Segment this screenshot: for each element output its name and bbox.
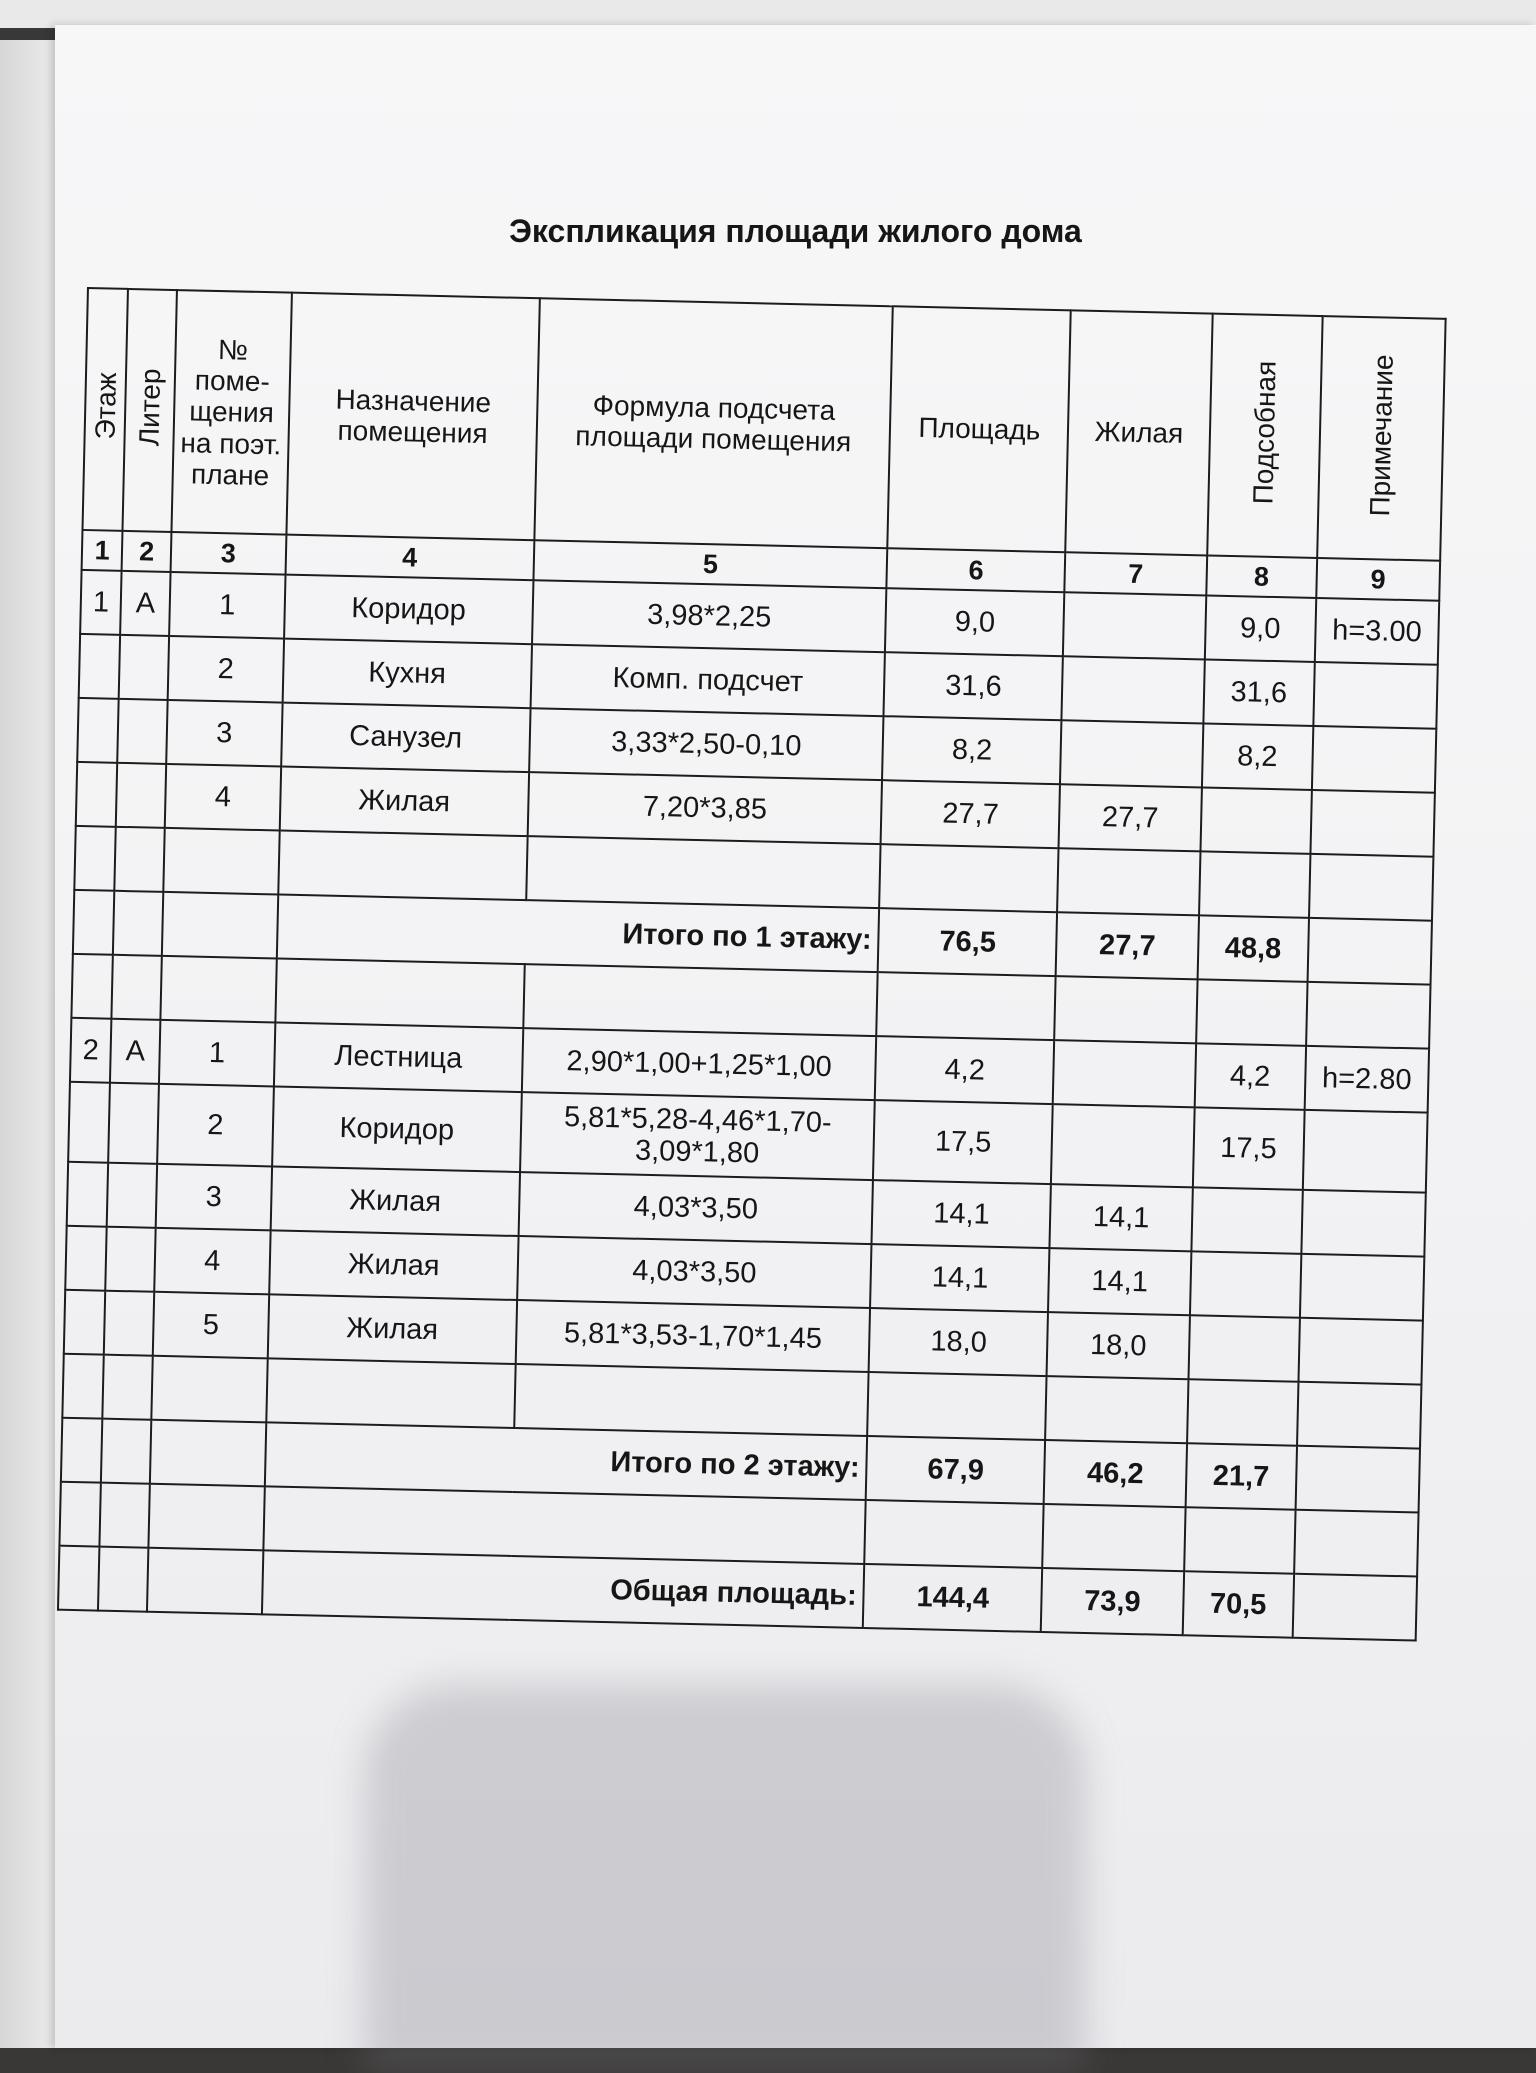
cell-note: h=3.00 (1315, 598, 1440, 665)
empty-cell (278, 831, 528, 901)
empty-cell (71, 954, 113, 1019)
cell-purpose: Жилая (270, 1166, 520, 1236)
document-page (55, 25, 1536, 2048)
cell-living (1051, 1104, 1194, 1187)
cell-note (1301, 1190, 1426, 1257)
document-title: Экспликация площади жилого дома (509, 213, 1082, 249)
cell-note (1312, 726, 1437, 793)
cell-formula: 3,33*2,50-0,10 (529, 708, 884, 780)
cell-room-no: 1 (169, 572, 285, 639)
empty-cell (1309, 854, 1434, 921)
header-note-label: Примечание (1363, 353, 1399, 517)
empty-cell (74, 826, 116, 891)
cell-note (1300, 1254, 1425, 1321)
hand-shadow (365, 1685, 1085, 2073)
cell-formula: Комп. подсчет (530, 644, 885, 716)
cell-purpose: Жилая (269, 1230, 519, 1300)
cell-aux (1191, 1187, 1303, 1253)
cell-room-no: 3 (156, 1164, 272, 1231)
empty-cell (867, 1372, 1047, 1440)
column-number: 3 (171, 532, 286, 575)
cell-area: 27,7 (881, 780, 1061, 848)
cell-aux (1188, 1315, 1300, 1381)
header-row (82, 288, 1445, 561)
empty-cell (1295, 1446, 1420, 1513)
empty-cell (161, 956, 277, 1023)
empty-cell (1055, 976, 1198, 1043)
empty-cell (163, 828, 279, 895)
header-liter-label: Литер (133, 368, 167, 447)
cell-area: 31,6 (884, 652, 1064, 720)
header-living: Жилая (1066, 310, 1213, 555)
cell-purpose: Лестница (274, 1022, 524, 1092)
header-room-no: № поме-щения на поэт. плане (172, 290, 292, 535)
cell-room-no: 1 (159, 1020, 275, 1087)
header-liter (123, 289, 177, 532)
cell-formula: 4,03*3,50 (519, 1172, 874, 1244)
column-number: 5 (533, 540, 887, 588)
cell-purpose: Кухня (282, 639, 532, 709)
grand-total-label: Общая площадь: (262, 1550, 865, 1628)
cell-note (1303, 1110, 1428, 1193)
cell-living: 18,0 (1047, 1312, 1190, 1379)
column-number: 8 (1206, 555, 1317, 597)
cell-room-no: 2 (168, 636, 284, 703)
cell-area: 14,1 (870, 1244, 1050, 1312)
empty-cell (100, 1483, 150, 1548)
header-formula: Формула подсчета площади помещения (534, 298, 893, 548)
cell-formula: 5,81*5,28-4,46*1,70-3,09*1,80 (520, 1092, 875, 1180)
cell-living (1053, 1040, 1196, 1107)
empty-cell (147, 1548, 263, 1615)
header-purpose: Назначение помещения (286, 293, 540, 541)
empty-cell (62, 1354, 104, 1419)
cell-area: 8,2 (882, 716, 1062, 784)
empty-cell (1058, 848, 1201, 915)
cell-area: 9,0 (885, 588, 1065, 656)
empty-cell (1306, 982, 1431, 1049)
empty-cell (1196, 979, 1308, 1045)
empty-cell (151, 1356, 267, 1423)
empty-cell (514, 1364, 869, 1436)
empty-cell (275, 958, 525, 1028)
cell-floor (67, 1162, 109, 1227)
cell-room-no: 5 (153, 1292, 269, 1359)
empty-cell (113, 891, 163, 956)
empty-cell (162, 892, 278, 959)
cell-aux (1200, 787, 1312, 853)
cell-living (1063, 592, 1206, 659)
column-number: 9 (1316, 558, 1440, 601)
cell-liter (119, 635, 169, 700)
cell-liter (104, 1291, 154, 1356)
cell-aux: 17,5 (1192, 1107, 1304, 1189)
cell-area: 4,2 (875, 1036, 1055, 1104)
cell-formula: 2,90*1,00+1,25*1,00 (522, 1028, 877, 1100)
total-aux: 48,8 (1197, 915, 1309, 981)
cell-room-no: 4 (165, 764, 281, 831)
cell-living (1062, 656, 1205, 723)
cell-aux: 31,6 (1203, 659, 1315, 725)
cell-formula: 3,98*2,25 (532, 580, 887, 652)
header-area: Площадь (887, 306, 1071, 552)
empty-cell (1307, 918, 1432, 985)
total-label: Итого по 2 этажу: (265, 1422, 868, 1500)
total-area: 76,5 (878, 908, 1058, 976)
cell-liter: А (110, 1019, 160, 1084)
empty-cell (112, 955, 162, 1020)
cell-formula: 5,81*3,53-1,70*1,45 (516, 1300, 871, 1372)
column-number: 1 (82, 530, 123, 571)
grand-total-aux: 70,5 (1182, 1571, 1294, 1637)
cell-area: 14,1 (872, 1180, 1052, 1248)
cell-living: 14,1 (1048, 1248, 1191, 1315)
cell-area: 17,5 (873, 1100, 1053, 1184)
empty-cell (266, 1358, 516, 1428)
cell-liter (108, 1083, 159, 1164)
underlying-page-edge (0, 40, 60, 2048)
cell-living: 27,7 (1059, 784, 1202, 851)
empty-cell (1199, 851, 1311, 917)
empty-cell (59, 1482, 101, 1547)
total-living: 27,7 (1056, 912, 1199, 979)
cell-purpose: Жилая (279, 767, 529, 837)
column-number: 2 (122, 531, 172, 572)
cell-aux (1190, 1251, 1302, 1317)
explication-table (57, 287, 1447, 1642)
cell-room-no: 2 (157, 1084, 273, 1167)
cell-liter (106, 1227, 156, 1292)
cell-purpose: Коридор (272, 1086, 522, 1172)
cell-floor (77, 698, 119, 763)
cell-living (1060, 720, 1203, 787)
cell-purpose: Санузел (281, 703, 531, 773)
column-number: 4 (285, 535, 534, 581)
total-living: 46,2 (1044, 1440, 1187, 1507)
empty-cell (523, 964, 878, 1036)
cell-living: 14,1 (1050, 1184, 1193, 1251)
empty-cell (58, 1546, 100, 1611)
empty-cell (876, 972, 1056, 1040)
cell-note: h=2.80 (1305, 1046, 1430, 1113)
empty-cell (103, 1355, 153, 1420)
empty-cell (150, 1420, 266, 1487)
cell-room-no: 3 (166, 700, 282, 767)
grand-total-living: 73,9 (1041, 1568, 1184, 1635)
column-number: 6 (887, 548, 1066, 592)
empty-cell (115, 827, 165, 892)
cell-floor (79, 634, 121, 699)
cell-liter: А (120, 571, 170, 636)
cell-note (1310, 790, 1435, 857)
empty-cell (98, 1547, 148, 1612)
header-auxiliary (1207, 314, 1323, 558)
cell-floor (76, 762, 118, 827)
empty-cell (61, 1418, 103, 1483)
cell-liter (116, 763, 166, 828)
total-label: Итого по 1 этажу: (277, 894, 880, 972)
cell-floor: 2 (70, 1018, 112, 1083)
empty-cell (101, 1419, 151, 1484)
background-sheet (0, 0, 1536, 28)
cell-aux: 8,2 (1201, 723, 1313, 789)
cell-note (1313, 662, 1438, 729)
empty-cell (1046, 1376, 1189, 1443)
cell-aux: 4,2 (1194, 1043, 1306, 1109)
table-container (57, 287, 1472, 1642)
cell-floor (64, 1290, 106, 1355)
empty-cell (1293, 1574, 1418, 1641)
cell-floor: 1 (80, 570, 122, 635)
empty-cell (864, 1500, 1044, 1568)
empty-cell (1043, 1504, 1186, 1571)
empty-cell (1294, 1510, 1419, 1577)
cell-aux: 9,0 (1204, 595, 1316, 661)
header-floor (82, 288, 128, 531)
cell-liter (107, 1163, 157, 1228)
cell-purpose: Жилая (267, 1294, 517, 1364)
cell-purpose: Коридор (284, 575, 534, 645)
cell-formula: 4,03*3,50 (517, 1236, 872, 1308)
cell-area: 18,0 (869, 1308, 1049, 1376)
grand-total-area: 144,4 (863, 1564, 1043, 1632)
header-note (1317, 316, 1446, 561)
empty-cell (1297, 1382, 1422, 1449)
cell-floor (65, 1226, 107, 1291)
header-floor-label: Этаж (89, 372, 123, 441)
cell-floor (68, 1082, 110, 1163)
cell-room-no: 4 (154, 1228, 270, 1295)
empty-cell (149, 1484, 265, 1551)
total-aux: 21,7 (1185, 1443, 1297, 1509)
column-number: 7 (1065, 552, 1207, 595)
cell-liter (118, 699, 168, 764)
empty-cell (879, 844, 1059, 912)
header-auxiliary-label: Подсобная (1247, 360, 1282, 505)
cell-note (1298, 1318, 1423, 1385)
empty-cell (1187, 1379, 1299, 1445)
total-area: 67,9 (866, 1436, 1046, 1504)
empty-cell (1184, 1507, 1296, 1573)
empty-cell (526, 836, 881, 908)
cell-formula: 7,20*3,85 (528, 772, 883, 844)
empty-cell (73, 890, 115, 955)
